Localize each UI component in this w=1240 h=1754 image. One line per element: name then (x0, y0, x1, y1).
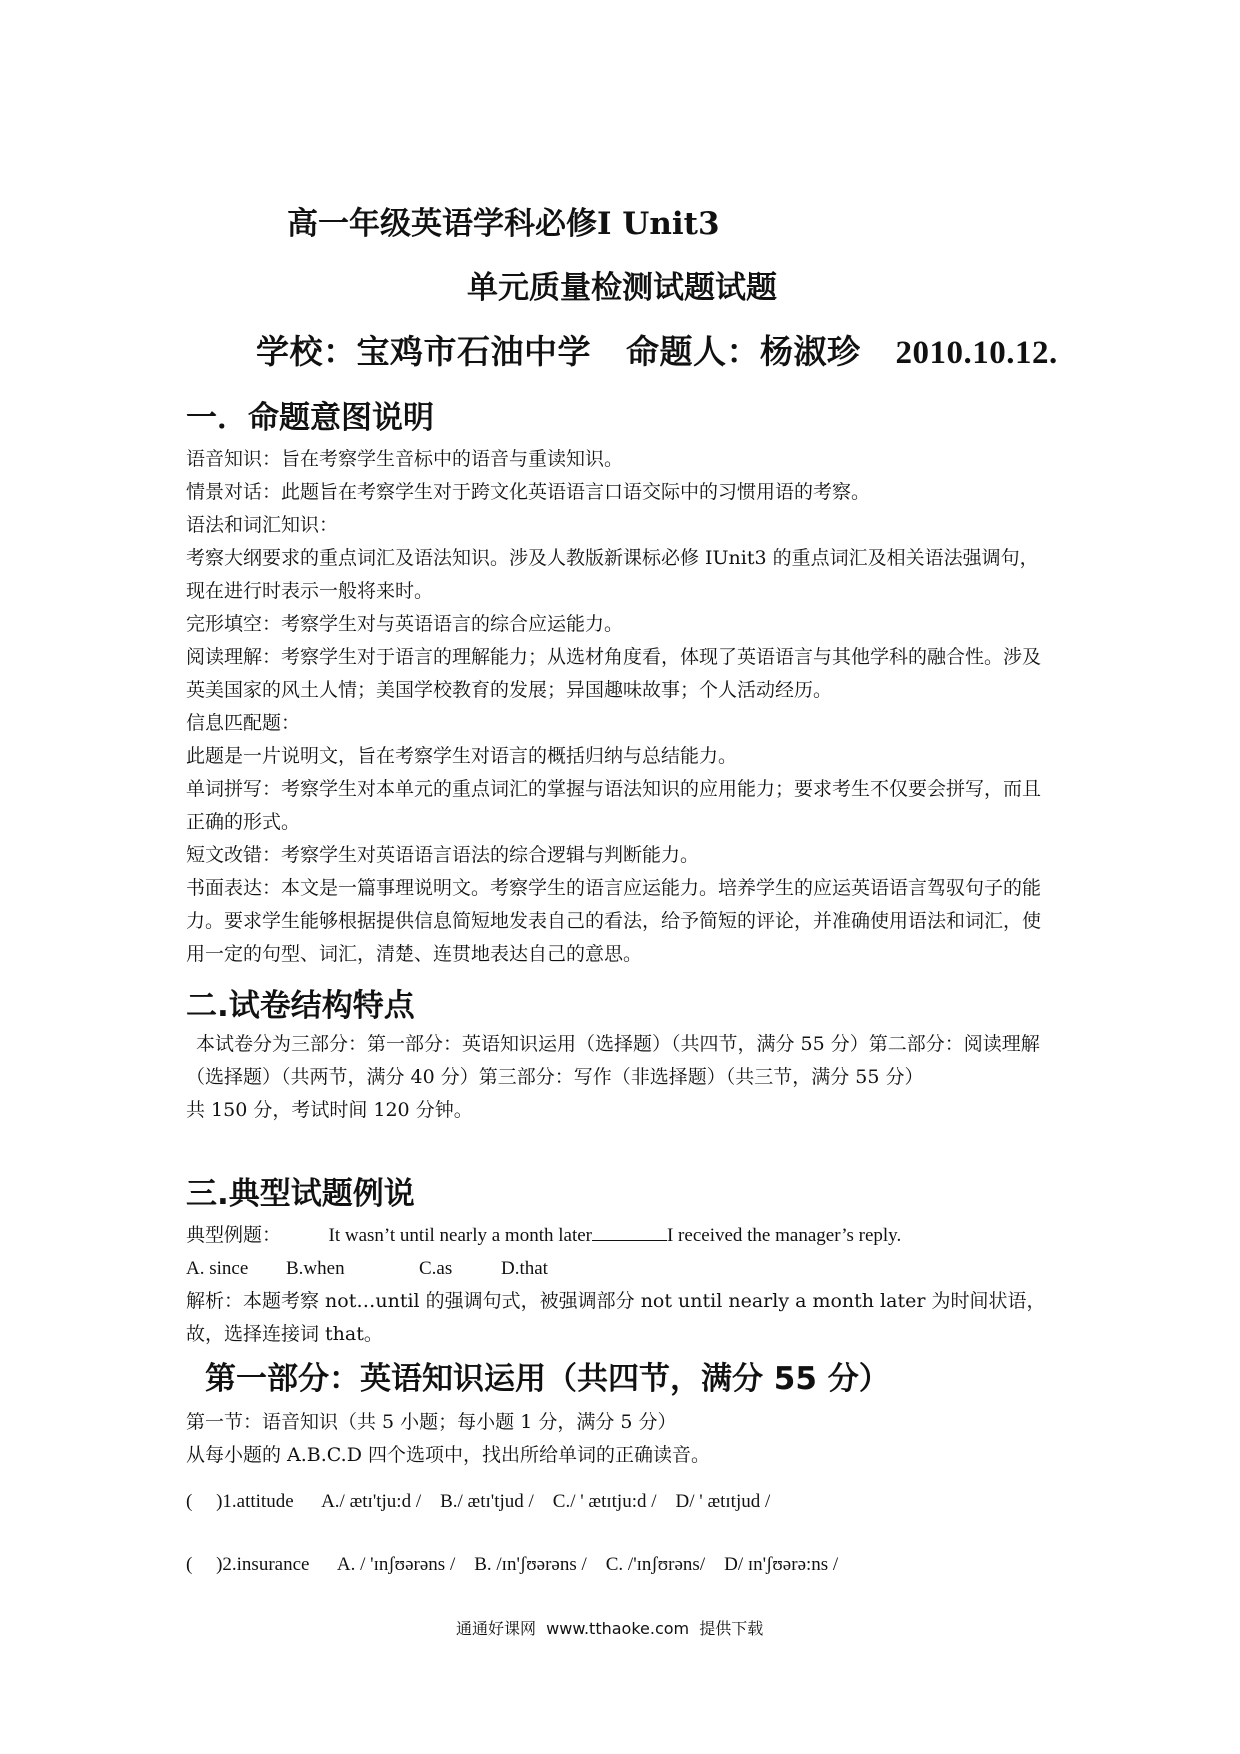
option: B.when (286, 1258, 345, 1279)
answer-blank (592, 1222, 667, 1241)
section-title: 第一节：语音知识（共 5 小题；每小题 1 分，满分 5 分） (186, 1411, 677, 1433)
instruction: 从每小题的 A.B.C.D 四个选项中，找出所给单词的正确读音。 (186, 1444, 710, 1466)
paragraph: 单词拼写：考察学生对本单元的重点词汇的掌握与语法知识的应用能力；要求考生不仅要会拼写，而且正确的形式。 (186, 778, 1042, 833)
paragraph: 本试卷分为三部分：第一部分：英语知识运用（选择题）（共四节，满分 55 分）第二部分：阅读理解（选择题）（共两节，满分 40 分）第三部分：写作（非选择题）（共三节，满分 55 分） (186, 1033, 1040, 1088)
example-analysis: 解析：本题考察 not…until 的强调句式，被强调部分 not until nearly a month later 为时间状语，故，选择连接词 that。 (186, 1290, 1046, 1345)
document-title: 高一年级英语学科必修Ⅰ Unit3 (287, 206, 720, 242)
paragraph: 书面表达：本文是一篇事理说明文。考察学生的语言应运能力。培养学生的应运英语语言驾驭句子的能力。要求学生能够根据提供信息简短地发表自己的看法，给予简短的评论，并准确使用语法和词汇，使用一定的句型、词汇，清楚、连贯地表达自己的意思。 (186, 877, 1042, 965)
example-options (186, 1252, 1086, 1285)
option: D.that (501, 1258, 548, 1279)
option: C.as (419, 1258, 453, 1279)
section1-body (186, 443, 1056, 971)
question-2: ( )2.insurance A. / 'ɪnʃʊərəns / B. /ɪn'ʃʊərəns / C. /'ɪnʃʊrəns/ D/ ɪn'ʃʊərə:ns / (186, 1554, 839, 1575)
paragraph: 语法和词汇知识： (186, 514, 339, 536)
section3-heading: 三.典型试题例说 (186, 1176, 415, 1212)
paragraph: 短文改错：考察学生对英语语言语法的综合逻辑与判断能力。 (186, 844, 700, 866)
option: A. since (186, 1258, 249, 1279)
part1-heading: 第一部分：英语知识运用（共四节，满分 55 分） (205, 1361, 890, 1397)
paragraph: 语音知识：旨在考察学生音标中的语音与重读知识。 (186, 448, 624, 470)
example-line (186, 1219, 1086, 1252)
paragraph: 共 150 分，考试时间 120 分钟。 (186, 1099, 473, 1121)
section2-body (186, 1028, 1056, 1127)
document-subtitle: 单元质量检测试题试题 (467, 270, 777, 306)
example-question (186, 1219, 1086, 1351)
question-1: ( )1.attitude A./ ætɪ'tju:d / B./ ætɪ'tjud / C./ ' ætɪtju:d / D/ ' ætɪtjud / (186, 1491, 771, 1512)
page-footer: 通通好课网 www.tthaoke.com 提供下载 (456, 1619, 764, 1638)
section1-heading: 一．命题意图说明 (186, 400, 434, 436)
paragraph: 情景对话：此题旨在考察学生对于跨文化英语语言口语交际中的习惯用语的考察。 (186, 481, 871, 503)
example-sentence-end: I received the manager’s reply. (666, 1225, 902, 1246)
paragraph: 信息匹配题： (186, 712, 301, 734)
section2-heading: 二.试卷结构特点 (186, 988, 415, 1024)
paragraph: 完形填空：考察学生对与英语语言的综合应运能力。 (186, 613, 624, 635)
school-author-date: 学校：宝鸡市石油中学 命题人：杨淑珍 2010.10.12. (256, 335, 1058, 371)
example-sentence-start: It wasn’t until nearly a month later (328, 1225, 592, 1246)
paragraph: 考察大纲要求的重点词汇及语法知识。涉及人教版新课标必修 IUnit3 的重点词汇及相关语法强调句，现在进行时表示一般将来时。 (186, 547, 1039, 602)
paragraph: 此题是一片说明文，旨在考察学生对语言的概括归纳与总结能力。 (186, 745, 738, 767)
part1-section1 (186, 1406, 710, 1472)
paragraph: 阅读理解：考察学生对于语言的理解能力；从选材角度看，体现了英语语言与其他学科的融合性。涉及英美国家的风土人情；美国学校教育的发展；异国趣味故事；个人活动经历。 (186, 646, 1042, 701)
example-label: 典型例题： (186, 1224, 282, 1246)
